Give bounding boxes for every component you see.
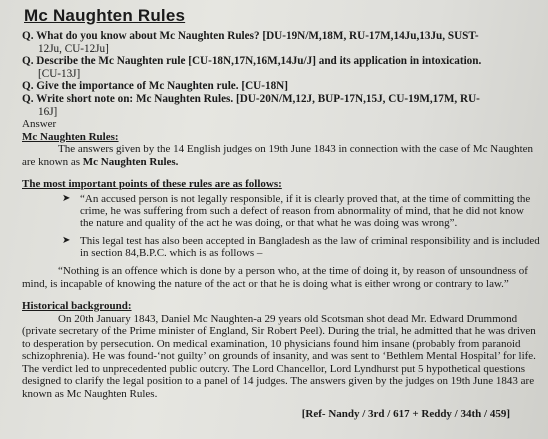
question-1 bbox=[22, 30, 540, 55]
list-item bbox=[62, 193, 540, 230]
rules-heading: Mc Naughten Rules: bbox=[22, 130, 119, 143]
arrow-bullet-icon: ➤ bbox=[62, 192, 71, 204]
rules-paragraph-text: The answers given by the 14 English judges on 19th June 1843 in connection with the case of Mc Naughten are known as bbox=[22, 143, 534, 168]
question-4 bbox=[22, 93, 540, 118]
question-2 bbox=[22, 55, 540, 80]
points-heading: The most important points of these rules are as follows: bbox=[22, 178, 282, 191]
arrow-bullet-icon: ➤ bbox=[62, 234, 71, 246]
answer-label: Answer bbox=[22, 118, 57, 131]
question-continuation: 12Ju, CU-12Ju] bbox=[38, 42, 109, 55]
list-item bbox=[62, 235, 540, 260]
points-list bbox=[62, 193, 540, 259]
questions-block bbox=[22, 30, 540, 118]
reference-citation: [Ref- Nandy / 3rd / 617 + Reddy / 34th / 459] bbox=[301, 408, 510, 421]
history-paragraph: On 20th January 1843, Daniel Mc Naughten-a 29 years old Scotsman shot dead Mr. Edward Drummond (private secretary of the Prime minister of England, Sir Robert Peel). During the trial, he admitted that he was driven to desperation by persecution. On medical examination, 10 physicians found him insane (probably from paranoid schizophrenia). He was found-‘not guilty’ on grounds of insanity, and was sent to ‘Bethlem Mental Hospital’ for life. The verdict led to unprecedented public outcry. The Lord Chancellor, Lord Lyndhurst put 5 hypothetical questions designed to clarify the legal position to a panel of 14 judges. The answers given by the judges on 19th June 1843 are known as Mc Naughten Rules. bbox=[22, 312, 536, 400]
question-3 bbox=[22, 80, 540, 93]
list-item-text: “An accused person is not legally responsible, if it is clearly proved that, at the time of committing the crime, he was suffering from such a defect of reason from abnormality of mind, that he did not know the nature and quality of the act he was doing, or that what he was doing was wrong”. bbox=[80, 192, 531, 230]
page-title: Mc Naughten Rules bbox=[24, 6, 186, 25]
list-item-text: This legal test has also been accepted in Bangladesh as the law of criminal responsibility and is included in section 84,B.P.C. which is as follows – bbox=[80, 234, 540, 259]
rules-paragraph-bold: Mc Naughten Rules. bbox=[82, 155, 179, 168]
question-continuation: 16J] bbox=[38, 105, 58, 118]
rules-paragraph bbox=[22, 143, 540, 168]
question-continuation: [CU-13J] bbox=[38, 67, 81, 80]
question-text: Q. Write short note on: Mc Naughten Rules. [DU-20N/M,12J, BUP-17N,15J, CU-19M,17M, RU- bbox=[22, 92, 480, 105]
section-84-quote: “Nothing is an offence which is done by a person who, at the time of doing it, by reason of unsoundness of mind, is incapable of knowing the nature of the act or that he is doing what is either wrong or contrary to law.” bbox=[22, 265, 528, 290]
question-text: Q. Give the importance of Mc Naughten rule. [CU-18N] bbox=[22, 80, 288, 93]
history-heading: Historical background: bbox=[22, 300, 132, 313]
question-text: Q. Describe the Mc Naughten rule [CU-18N,17N,16M,14Ju/J] and its application in intoxication. bbox=[22, 55, 482, 68]
question-text: Q. What do you know about Mc Naughten Rules? [DU-19N/M,18M, RU-17M,14Ju,13Ju, SUST- bbox=[22, 30, 479, 42]
